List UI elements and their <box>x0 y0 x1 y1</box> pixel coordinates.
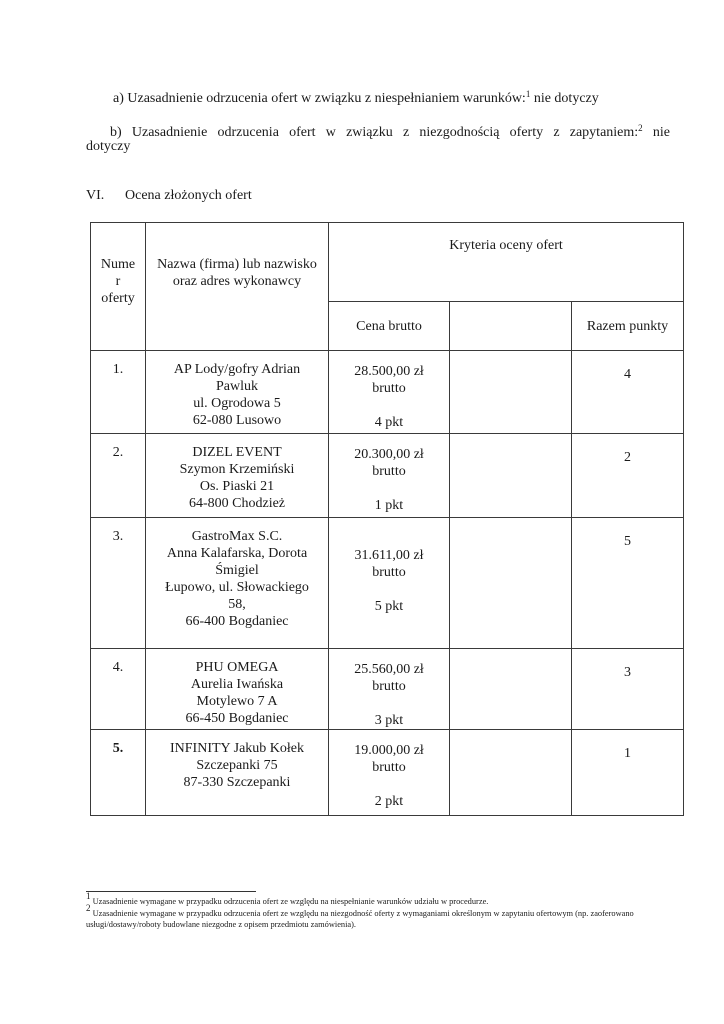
footnote-ref-1: 1 <box>525 89 531 99</box>
total-points-cell <box>572 518 684 649</box>
header-number-line: oferty <box>101 291 135 306</box>
footnote-separator <box>86 891 256 892</box>
contractor-line: Pawluk <box>216 379 258 394</box>
paragraph-a-text: a) Uzasadnienie odrzucenia ofert w związku z niespełnianiem warunków: <box>113 91 526 106</box>
price-cell <box>329 730 450 816</box>
table-row <box>91 351 684 434</box>
total-points: 5 <box>624 534 632 549</box>
total-points: 1 <box>624 746 632 761</box>
total-points: 3 <box>624 665 632 680</box>
header-name-line: Nazwa (firma) lub nazwisko <box>157 257 317 272</box>
footnote-2 <box>86 903 646 930</box>
contractor-line: Szczepanki 75 <box>196 758 278 773</box>
header-number-line: Nume <box>100 257 136 272</box>
total-points-cell <box>572 351 684 434</box>
contractor-line: Szymon Krzemiński <box>179 462 295 477</box>
header-total-points: Razem punkty <box>572 302 684 351</box>
price-cell <box>329 434 450 518</box>
paragraph-b-line2: dotyczy <box>86 139 131 154</box>
total-points: 2 <box>624 450 632 465</box>
header-name-line: oraz adres wykonawcy <box>172 274 302 289</box>
paragraph-b <box>110 124 670 142</box>
footnote-mark: 2 <box>86 903 91 913</box>
price-points: 1 pkt <box>374 498 404 513</box>
contractor-line: GastroMax S.C. <box>191 529 283 544</box>
contractor-line: 58, <box>228 597 246 612</box>
table-row <box>91 730 684 816</box>
total-points: 4 <box>624 367 632 382</box>
price-cell <box>329 518 450 649</box>
contractor-line: ul. Ogrodowa 5 <box>193 396 281 411</box>
contractor-line: Łupowo, ul. Słowackiego <box>165 580 309 595</box>
price-line <box>329 530 449 547</box>
contractor-line: PHU OMEGA <box>195 660 279 675</box>
price-points: 2 pkt <box>374 794 404 809</box>
price-line: brutto <box>372 679 406 694</box>
offer-number: 2. <box>112 445 124 460</box>
header-criteria: Kryteria oceny ofert <box>329 223 684 302</box>
contractor-line: Anna Kalafarska, Dorota <box>166 546 308 561</box>
price-cell <box>329 351 450 434</box>
header-number-line: r <box>115 274 121 289</box>
price-points: 3 pkt <box>374 713 404 728</box>
footnote-text: Uzasadnienie wymagane w przypadku odrzucenia ofert ze względu na niezgodność oferty z wymaganiami określonym w zapytaniu ofertowym (np. zaoferowano usługi/dostawy/roboty budowlane niezgodne z opisem przedmiotu zamówienia). <box>86 909 634 929</box>
table-header-row <box>91 223 684 302</box>
offer-number-cell <box>91 434 146 518</box>
footnote-mark: 1 <box>86 891 91 901</box>
header-contractor-name <box>146 223 329 351</box>
contractor-line: Os. Piaski 21 <box>199 479 275 494</box>
price-points: 4 pkt <box>374 415 404 430</box>
offer-number: 5. <box>112 741 124 756</box>
offer-number: 4. <box>112 660 124 675</box>
offer-number-cell <box>91 351 146 434</box>
price-line: brutto <box>372 381 406 396</box>
criteria-empty-cell <box>450 434 572 518</box>
contractor-line: Aurelia Iwańska <box>190 677 284 692</box>
offer-number: 3. <box>112 529 124 544</box>
contractor-line: DIZEL EVENT <box>192 445 282 460</box>
contractor-cell <box>146 649 329 730</box>
paragraph-a <box>113 90 673 108</box>
contractor-line: 64-800 Chodzież <box>188 496 286 511</box>
criteria-empty-cell <box>450 351 572 434</box>
contractor-line: INFINITY Jakub Kołek <box>169 741 304 756</box>
header-price: Cena brutto <box>329 302 450 351</box>
header-offer-number <box>91 223 146 351</box>
price-points: 5 pkt <box>374 599 404 614</box>
criteria-empty-cell <box>450 649 572 730</box>
contractor-cell <box>146 434 329 518</box>
price-line: 25.560,00 zł <box>354 662 424 677</box>
price-line: 31.611,00 zł <box>354 548 424 563</box>
contractor-cell <box>146 518 329 649</box>
paragraph-b-text: b) Uzasadnienie odrzucenia ofert w związku z niezgodnością oferty z zapytaniem: <box>110 125 639 140</box>
offers-table <box>90 222 684 816</box>
table-row <box>91 518 684 649</box>
total-points-cell <box>572 434 684 518</box>
footnote-1 <box>86 891 646 908</box>
total-points-cell <box>572 649 684 730</box>
paragraph-a-tail: nie dotyczy <box>530 91 599 106</box>
section-number: VI. <box>86 188 105 203</box>
offer-number: 1. <box>112 362 124 377</box>
paragraph-b-tail: nie <box>642 125 670 140</box>
section-title: Ocena złożonych ofert <box>125 188 252 203</box>
price-line: brutto <box>372 565 406 580</box>
header-empty <box>450 302 572 351</box>
contractor-line: Motylewo 7 A <box>196 694 278 709</box>
offer-number-cell <box>91 518 146 649</box>
footnote-text: Uzasadnienie wymagane w przypadku odrzucenia ofert ze względu na niespełnianie warunków udziału w procedurze. <box>90 897 489 906</box>
contractor-line: AP Lody/gofry Adrian <box>173 362 301 377</box>
offer-number-cell <box>91 649 146 730</box>
contractor-line: 66-450 Bogdaniec <box>185 711 289 726</box>
offer-number-cell <box>91 730 146 816</box>
contractor-line: 87-330 Szczepanki <box>183 775 291 790</box>
price-line: 19.000,00 zł <box>354 743 424 758</box>
price-line: 28.500,00 zł <box>354 364 424 379</box>
criteria-empty-cell <box>450 518 572 649</box>
total-points-cell <box>572 730 684 816</box>
contractor-cell <box>146 351 329 434</box>
price-line: brutto <box>372 760 406 775</box>
contractor-line: 66-400 Bogdaniec <box>185 614 289 629</box>
contractor-cell <box>146 730 329 816</box>
footnote-ref-2: 2 <box>638 123 643 133</box>
table-row <box>91 649 684 730</box>
table-row <box>91 434 684 518</box>
criteria-empty-cell <box>450 730 572 816</box>
contractor-line: 62-080 Lusowo <box>192 413 282 428</box>
price-line: brutto <box>372 464 406 479</box>
price-cell <box>329 649 450 730</box>
price-line: 20.300,00 zł <box>354 447 424 462</box>
contractor-line: Śmigiel <box>215 563 259 578</box>
